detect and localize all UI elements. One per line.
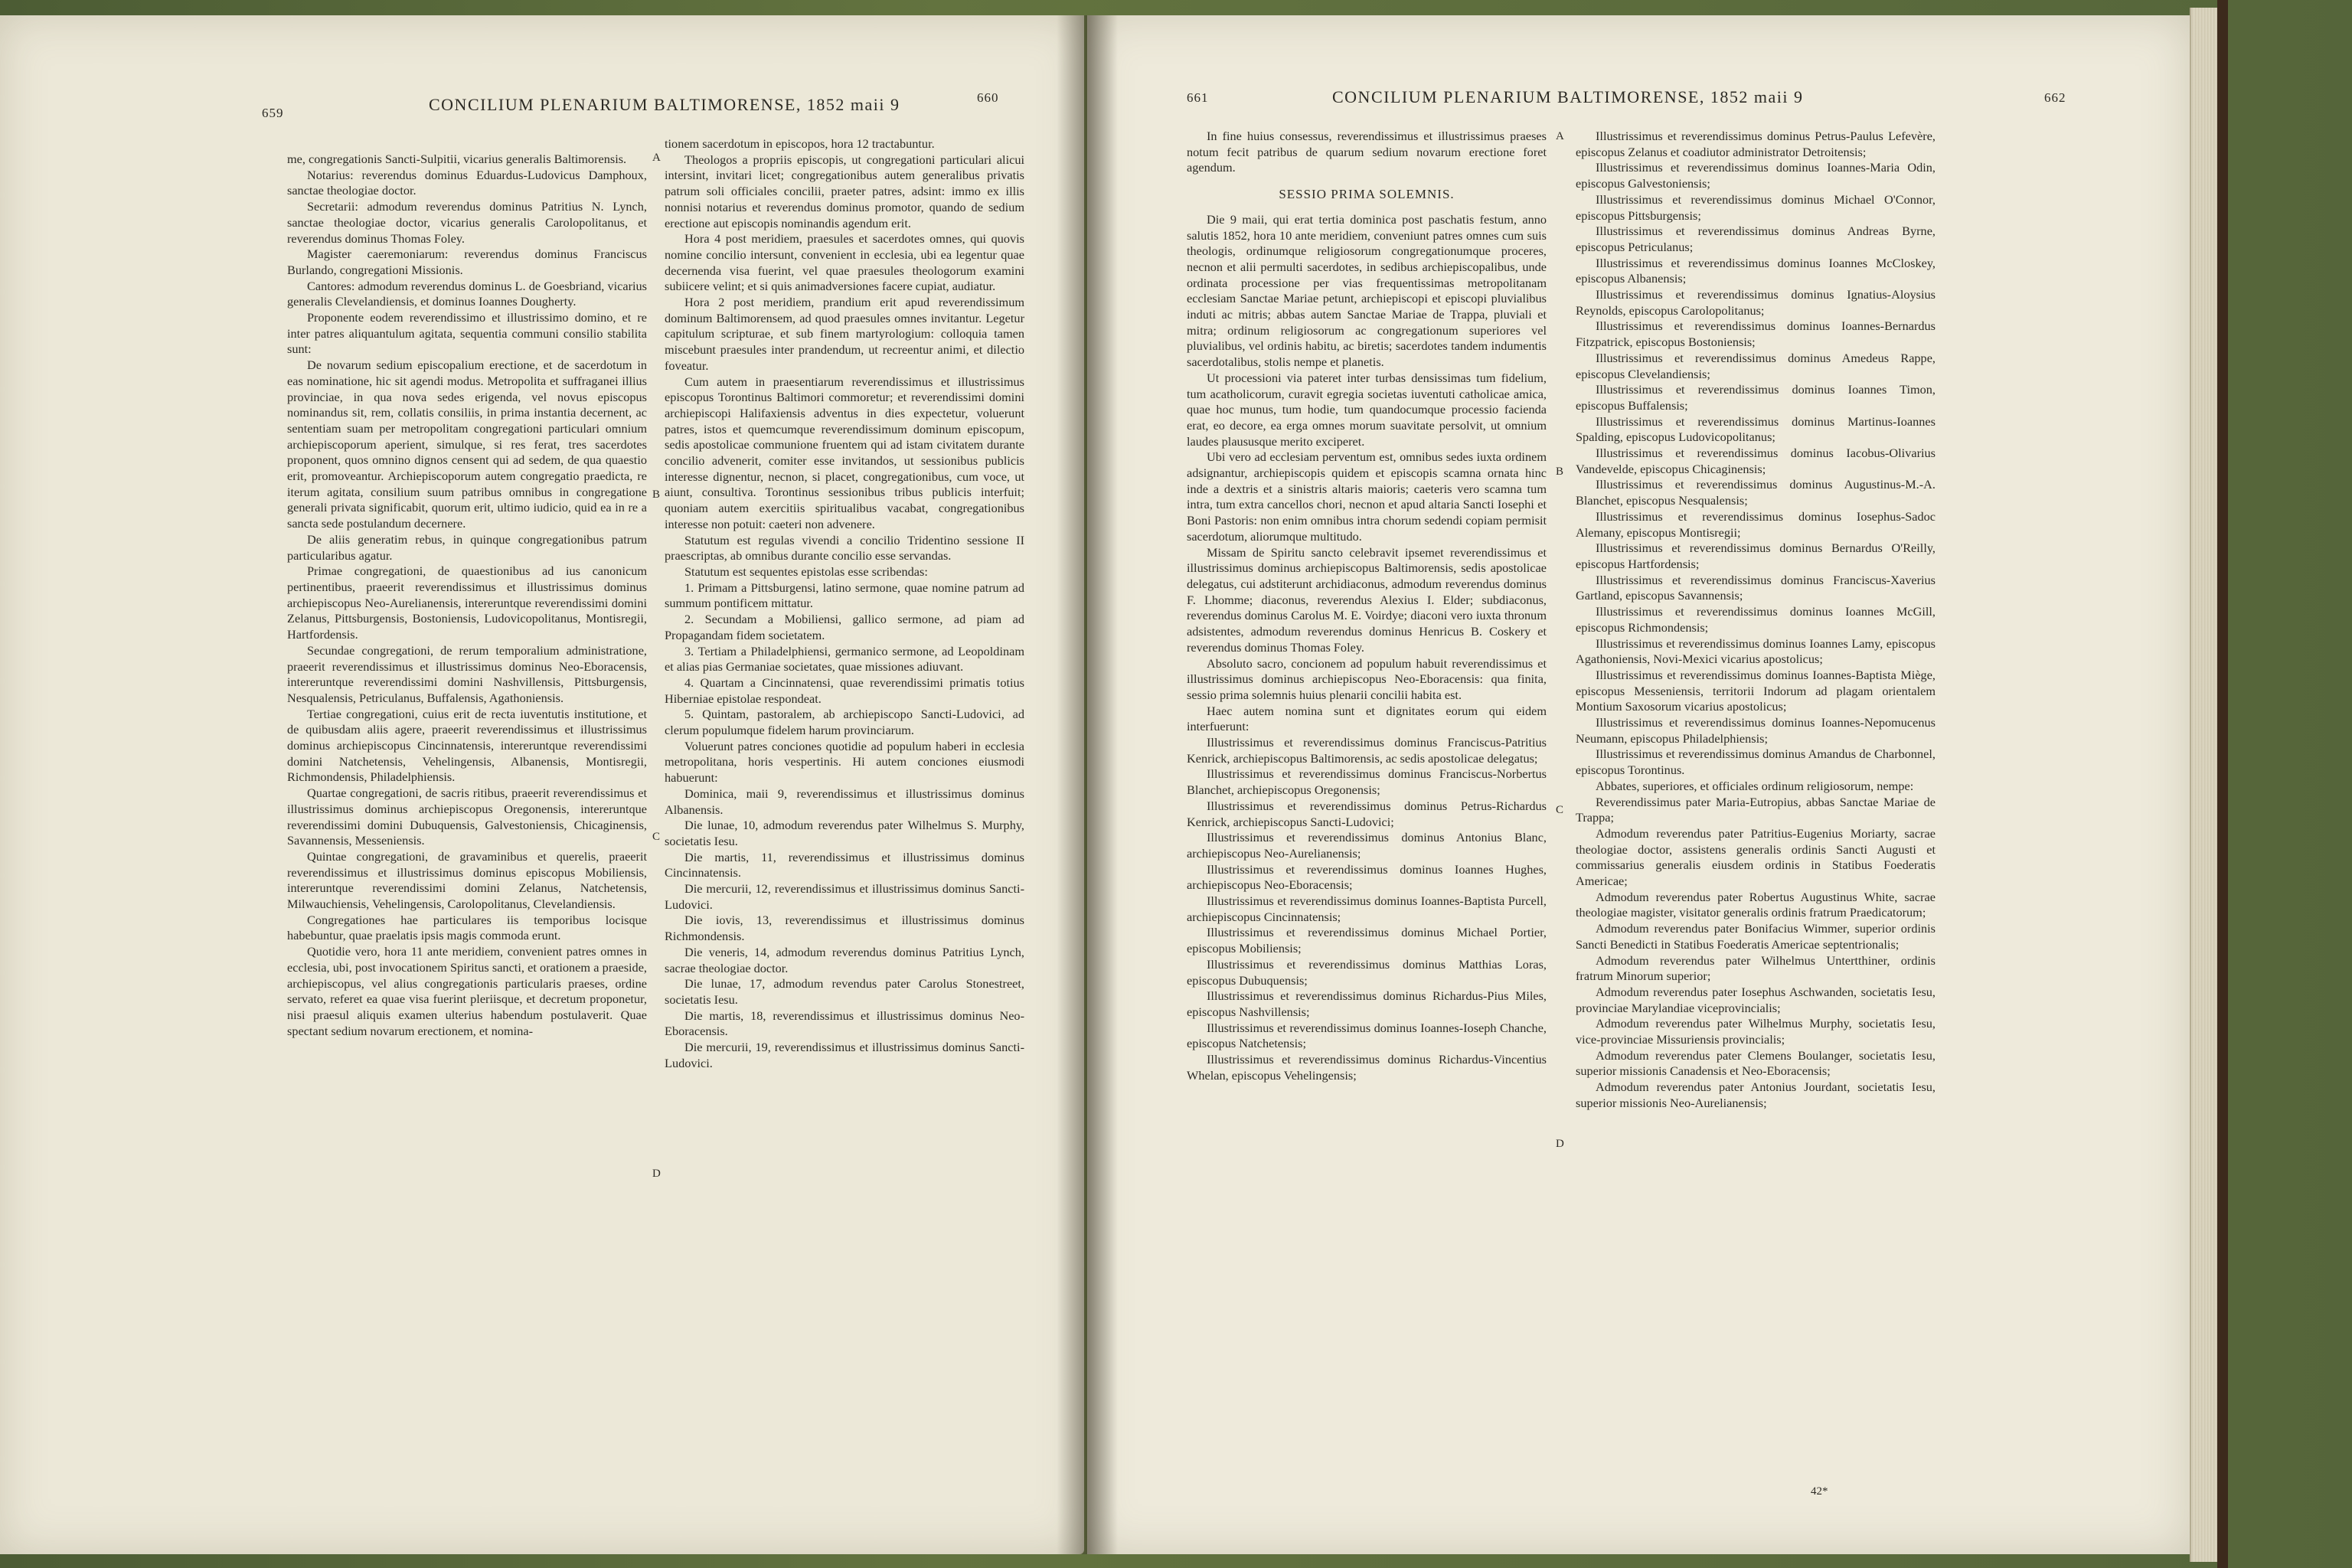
paragraph: Die iovis, 13, reverendissimus et illustrissimus dominus Richmondensis. bbox=[665, 913, 1024, 944]
paragraph: 4. Quartam a Cincinnatensi, quae reverendissimi primatis totius Hiberniae epistolae respondeat. bbox=[665, 675, 1024, 706]
paragraph: me, congregationis Sancti-Sulpitii, vicarius generalis Baltimorensis. bbox=[287, 152, 627, 166]
paragraph: Illustrissimus et reverendissimus dominus Matthias Loras, episcopus Dubuquensis; bbox=[1187, 956, 1547, 988]
paragraph: Die lunae, 17, admodum revendus pater Carolus Stonestreet, societatis Iesu. bbox=[665, 976, 1024, 1007]
paragraph: Die veneris, 14, admodum reverendus dominus Patritius Lynch, sacrae theologiae doctor. bbox=[665, 944, 1024, 975]
paragraph: Haec autem nomina sunt et dignitates eorum qui eidem interfuerunt: bbox=[1187, 703, 1547, 734]
paragraph: Quartae congregationi, de sacris ritibus, praeerit reverendissimus et illustrissimus dominus archiepiscopus Oregonensis, intereruntque reverendissimi domini Dubuquensis, Galvestoniensis, Chicaginensis, Savannensis, Messeniensis. bbox=[287, 786, 647, 848]
paragraph: Hora 2 post meridiem, prandium erit apud reverendissimum dominum Baltimorensem, ad quod praesules omnes invitantur. Legetur capitulum scripturae, et sub finem martyrologium: colloquia tamen miscebunt praesules inter prandendum, ut recreentur animi, et dilectio foveatur. bbox=[665, 295, 1024, 373]
paragraph: Notarius: reverendus dominus Eduardus-Ludovicus Damphoux, sanctae theologiae doctor. bbox=[287, 167, 647, 198]
paragraph: Die 9 maii, qui erat tertia dominica post paschatis festum, anno salutis 1852, hora 10 ante meridiem, conveniunt patres omnes cum suis theologis, ordinumque religiosorum congregationumque proceres, necnon et alii permulti sacerdotes, in sedibus archiepiscopalibus, unde ordinata processione per vias frequentissimas metropolitanam ecclesiam Sanctae Mariae petunt, archiepiscopi et episcopi pluvialibus induti ac mitris; abbas autem Sanctae Mariae de Trappa, pluviali et mitra; ordinum religiosorum ac congregationum superiores vel pluvialibus, vel ordinis habitu, ac biretis; sacerdotes tandem indumentis sacerdotalibus, stolis nempe et planetis. bbox=[1187, 211, 1547, 370]
right-column-a bbox=[1187, 129, 1547, 1522]
running-head-right: CONCILIUM PLENARIUM BALTIMORENSE, 1852 maii 9 bbox=[1332, 87, 1804, 106]
paragraph: Voluerunt patres conciones quotidie ad populum haberi in ecclesia metropolitana, horis vespertinis. Hi autem conciones eiusmodi habuerunt: bbox=[665, 738, 1024, 786]
paragraph: Primae congregationi, de quaestionibus ad ius canonicum pertinentibus, praeerit reverendissimus et illustrissimus dominus archiepiscopus Neo-Aurelianensis, intereruntque reverendissimi domini Zelanus, Pittsburgensis, Bostoniensis, Ludovicopolitanus, Montisregii, Hartfordensis. bbox=[287, 564, 647, 642]
paragraph: Admodum reverendus pater Clemens Boulanger, societatis Iesu, superior missionis Canadensis et Neo-Eboracensis; bbox=[1576, 1047, 1936, 1079]
paragraph: Theologos a propriis episcopis, ut congregationi particulari alicui intersint, invitari licet; congregationibus autem generalibus privatis patrum soli officiales concilii, praeter patres, adsint: immo ex illis nonnisi notarius et reverendus dominus promotor, quando de sedium erectione aut episcopis nominandis agendum erit. bbox=[665, 152, 1024, 230]
paragraph: Illustrissimus et reverendissimus dominus Ioannes Timon, episcopus Buffalensis; bbox=[1576, 382, 1936, 413]
paragraph: Illustrissimus et reverendissimus dominus Augustinus-M.-A. Blanchet, episcopus Nesqualensis; bbox=[1576, 477, 1936, 508]
marginal-letter-d-right: D bbox=[1556, 1138, 1564, 1150]
paragraph: Statutum est regulas vivendi a concilio Tridentino sessione II praescriptas, ab omnibus durante concilio esse servandas. bbox=[665, 532, 1024, 564]
page-number-662: 662 bbox=[2044, 90, 2066, 105]
paragraph: 5. Quintam, pastoralem, ab archiepiscopo Sancti-Ludovici, ad clerum populumque fidelem harum provinciarum. bbox=[665, 707, 1024, 738]
page-block-edge bbox=[2190, 8, 2219, 1562]
paragraph: Admodum reverendus pater Antonius Jourdant, societatis Iesu, superior missionis Neo-Aurelianensis; bbox=[1576, 1080, 1936, 1110]
paragraph: Ut processioni via pateret inter turbas densissimas tum fidelium, tum acatholicorum, curavit egregia societas iuventuti catholicae amica, quae hoc munus, tum hodie, tum quandocumque processio facienda erat, eo decore, ea erga omnes morum suavitate persolvit, ut omnium laudes plaususque merito exciperet. bbox=[1187, 370, 1547, 449]
paragraph: Die martis, 18, reverendissimus et illustrissimus dominus Neo-Eboracensis. bbox=[665, 1008, 1024, 1039]
marginal-letter-d: D bbox=[652, 1168, 661, 1180]
paragraph: De novarum sedium episcopalium erectione, et de sacerdotum in eas nominatione, hic sit agendi modus. Metropolita et suffraganei illius provinciae, in qua nova sedes erigenda, vel novus episcopus nominandus sit, rem, collatis consiliis, in prima instantia decernent, ac sententiam suam per metropolitam congregationi particulari omnium archiepiscoporum aperient, simulque, si res ferat, tres sacerdotes proponent, quos omnino dignos censent qui ad sedem, de qua quaestio erit, promoveantur. Archiepiscoporum autem congregatio praedicta, re iterum agitata, consilium suum patribus omnibus in congregatione generali privata significabit, quorum erit, ultimo iudicio, quid ea in re a sancta sede postulandum decernere. bbox=[287, 358, 647, 531]
left-page bbox=[0, 15, 1084, 1554]
paragraph: Tertiae congregationi, cuius erit de recta iuventutis institutione, et de quibusdam aliis agere, praeerit reverendissimus et illustrissimus dominus archiepiscopus Cincinnatensis, intereruntque reverendissimi domini Natchetensis, Vehelingensis, Albanensis, Montisregii, Richmondensis, Philadelphiensis. bbox=[287, 706, 647, 785]
paragraph: Illustrissimus et reverendissimus dominus Ioannes Lamy, episcopus Agathoniensis, Novi-Mexici vicarius apostolicus; bbox=[1576, 635, 1936, 667]
paragraph: Illustrissimus et reverendissimus dominus Franciscus-Xaverius Gartland, episcopus Savannensis; bbox=[1576, 572, 1936, 603]
paragraph: Reverendissimus pater Maria-Eutropius, abbas Sanctae Mariae de Trappa; bbox=[1576, 794, 1936, 825]
paragraph: Illustrissimus et reverendissimus dominus Ioannes McCloskey, episcopus Albanensis; bbox=[1576, 255, 1936, 286]
page-number-660: 660 bbox=[977, 90, 999, 105]
paragraph: Dominica, maii 9, reverendissimus et illustrissimus dominus Albanensis. bbox=[665, 786, 1024, 817]
marginal-letter-b-right: B bbox=[1556, 466, 1564, 478]
paragraph: Admodum reverendus pater Robertus Augustinus White, sacrae theologiae magister, visitator generalis ordinis fratrum Praedicatorum; bbox=[1576, 889, 1936, 920]
paragraph: Illustrissimus et reverendissimus dominus Andreas Byrne, episcopus Petriculanus; bbox=[1576, 224, 1936, 254]
paragraph: Illustrissimus et reverendissimus dominus Petrus-Richardus Kenrick, archiepiscopus Sancti-Ludovici; bbox=[1187, 798, 1547, 829]
page-number-661: 661 bbox=[1187, 90, 1209, 105]
paragraph: Illustrissimus et reverendissimus dominus Ioannes-Nepomucenus Neumann, episcopus Philadelphiensis; bbox=[1576, 715, 1936, 746]
paragraph: Illustrissimus et reverendissimus dominus Franciscus-Patritius Kenrick, archiepiscopus Baltimorensis, ac sedis apostolicae delegatus; bbox=[1187, 735, 1547, 766]
marginal-letter-c-right: C bbox=[1556, 804, 1564, 816]
paragraph: Cantores: admodum reverendus dominus L. de Goesbriand, vicarius generalis Clevelandiensis, et dominus Ioannes Dougherty. bbox=[287, 278, 647, 309]
paragraph: Congregationes hae particulares iis temporibus locisque habebuntur, quae praelatis ipsis magis commoda erunt. bbox=[287, 912, 647, 943]
paragraph: Illustrissimus et reverendissimus dominus Ioannes Hughes, archiepiscopus Neo-Eboracensis; bbox=[1187, 861, 1547, 893]
paragraph: Illustrissimus et reverendissimus dominus Ioannes-Baptista Purcell, archiepiscopus Cincinnatensis; bbox=[1187, 893, 1547, 924]
right-page bbox=[1087, 15, 2190, 1554]
book-cover-edge bbox=[2217, 0, 2228, 1568]
paragraph: Die mercurii, 19, reverendissimus et illustrissimus dominus Sancti-Ludovici. bbox=[665, 1040, 1024, 1070]
left-column-a bbox=[287, 152, 647, 1522]
paragraph: Illustrissimus et reverendissimus dominus Martinus-Ioannes Spalding, episcopus Ludovicopolitanus; bbox=[1576, 413, 1936, 445]
running-head-left: CONCILIUM PLENARIUM BALTIMORENSE, 1852 maii 9 bbox=[429, 95, 900, 114]
marginal-letter-b: B bbox=[652, 488, 661, 501]
paragraph: Admodum reverendus pater Bonifacius Wimmer, superior ordinis Sancti Benedicti in Statibus Foederatis Americae septentrionalis; bbox=[1576, 921, 1936, 952]
paragraph: In fine huius consessus, reverendissimus et illustrissimus praeses notum fecit patribus de quarum sedium novarum erectione foret agendum. bbox=[1187, 129, 1547, 175]
section-heading: SESSIO PRIMA SOLEMNIS. bbox=[1279, 187, 1455, 202]
paragraph: Die martis, 11, reverendissimus et illustrissimus dominus Cincinnatensis. bbox=[665, 849, 1024, 880]
paragraph: Illustrissimus et reverendissimus dominus Ioannes-Ioseph Chanche, episcopus Natchetensis; bbox=[1187, 1020, 1547, 1051]
paragraph: tionem sacerdotum in episcopos, hora 12 tractabuntur. bbox=[665, 136, 935, 151]
paragraph: Admodum reverendus pater Wilhelmus Untertthiner, ordinis fratrum Minorum superior; bbox=[1576, 952, 1936, 984]
paragraph: Proponente eodem reverendissimo et illustrissimo domino, et re inter patres aliquantulum agitata, sequentia communi consilio stabilita sunt: bbox=[287, 310, 647, 357]
paragraph: De aliis generatim rebus, in quinque congregationibus patrum particularibus agatur. bbox=[287, 531, 647, 563]
paragraph: Die mercurii, 12, reverendissimus et illustrissimus dominus Sancti-Ludovici. bbox=[665, 881, 1024, 912]
paragraph: Magister caeremoniarum: reverendus dominus Franciscus Burlando, congregationi Missionis. bbox=[287, 247, 647, 277]
left-column-b bbox=[665, 136, 1024, 1522]
paragraph: Illustrissimus et reverendissimus dominus Amandus de Charbonnel, episcopus Torontinus. bbox=[1576, 746, 1936, 778]
marginal-letter-a-right: A bbox=[1556, 130, 1564, 142]
paragraph: Secundae congregationi, de rerum temporalium administratione, praeerit reverendissimus et illustrissimus dominus Neo-Eboracensis, intereruntque reverendissimi domini Nashvillensis, Pittsburgensis, Nesqualensis, Petriculanus, Buffalensis, Agathoniensis. bbox=[287, 642, 647, 705]
paragraph: Abbates, superiores, et officiales ordinum religiosorum, nempe: bbox=[1596, 778, 1914, 793]
page-number-659: 659 bbox=[262, 106, 284, 120]
paragraph: Illustrissimus et reverendissimus dominus Richardus-Vincentius Whelan, episcopus Vehelingensis; bbox=[1187, 1052, 1547, 1083]
paragraph: Absoluto sacro, concionem ad populum habuit reverendissimus et illustrissimus dominus archiepiscopus Neo-Eboracensis: qua finita, sessio prima solemnis huius plenarii concilii habita est. bbox=[1187, 655, 1547, 702]
paragraph: Secretarii: admodum reverendus dominus Patritius N. Lynch, sanctae theologiae doctor, vicarius generalis Carolopolitanus, et reverendus dominus Thomas Foley. bbox=[287, 199, 647, 246]
paragraph: Quintae congregationi, de gravaminibus et querelis, praeerit reverendissimus et illustrissimus dominus episcopus Mobiliensis, intereruntque reverendissimi domini Zelanus, Natchetensis, Milwauchiensis, Vehelingensis, Carolopolitanus, Clevelandiensis. bbox=[287, 848, 647, 912]
paragraph: Admodum reverendus pater Wilhelmus Murphy, societatis Iesu, vice-provinciae Missuriensis provincialis; bbox=[1576, 1016, 1936, 1047]
marginal-letter-c: C bbox=[652, 831, 661, 843]
paragraph: Missam de Spiritu sancto celebravit ipsemet reverendissimus et illustrissimus dominus archiepiscopus Baltimorensis, sedis apostolicae delegatus, cui adstiterunt archidiaconus, admodum reverendus dominus F. Lhomme; diaconus, reverendus Alexius I. Elder; subdiaconus, reverendus dominus Carolus M. E. Voirdye; diaconi vero iuxta thronum adsistentes, admodum reverendus dominus Henricus B. Coskery et reverendus dominus Thomas Foley. bbox=[1187, 544, 1547, 655]
paragraph: Illustrissimus et reverendissimus dominus Petrus-Paulus Lefevère, episcopus Zelanus et coadiutor administrator Detroitensis; bbox=[1576, 129, 1936, 159]
paragraph: Statutum est sequentes epistolas esse scribendas: bbox=[684, 564, 928, 579]
paragraph: Illustrissimus et reverendissimus dominus Ioannes-Maria Odin, episcopus Galvestoniensis; bbox=[1576, 160, 1936, 191]
paragraph: Cum autem in praesentiarum reverendissimus et illustrissimus episcopus Torontinus Baltimori commoretur; et reverendissimi domini archiepiscopi Halifaxiensis adventus in dies expectetur, voluerunt patres, istos et quemcumque reverendissimum dominum episcopum, sedis apostolicae communione fruentem qui ad istam civitatem durante concilio advenerit, comiter esse invitandos, ut sessionibus publicis interesse dignentur, necnon, si placet, congregationibus, cum voce, ut aiunt, consultiva. Torontinus sessionibus tribus publicis interfuit; quoniam autem exercitiis spiritualibus vacabat, congregationibus interesse non potuit: caeteri non advenere. bbox=[665, 374, 1024, 531]
paragraph: 2. Secundam a Mobiliensi, gallico sermone, ad piam ad Propagandam fidem societatem. bbox=[665, 612, 1024, 642]
paragraph: Admodum reverendus pater Patritius-Eugenius Moriarty, sacrae theologiae doctor, assistens generalis ordinis Sancti Augusti et commissarius generalis eiusdem ordinis in Statibus Foederatis Americae; bbox=[1576, 825, 1936, 889]
paragraph: Illustrissimus et reverendissimus dominus Michael Portier, episcopus Mobiliensis; bbox=[1187, 925, 1547, 956]
right-column-b bbox=[1576, 129, 1936, 1491]
paragraph: Admodum reverendus pater Iosephus Aschwanden, societatis Iesu, provinciae Marylandiae viceprovincialis; bbox=[1576, 984, 1936, 1015]
paragraph: Illustrissimus et reverendissimus dominus Ignatius-Aloysius Reynolds, episcopus Carolopolitanus; bbox=[1576, 287, 1936, 318]
paragraph: Illustrissimus et reverendissimus dominus Franciscus-Norbertus Blanchet, archiepiscopus Oregonensis; bbox=[1187, 766, 1547, 798]
paragraph: Ubi vero ad ecclesiam perventum est, omnibus sedes iuxta ordinem adsignantur, archiepiscopis quidem et episcopis scamna ornata hinc inde a dextris et a sinistris altaris maioris; caeteris vero scamna tum intra, tum extra cancellos chori, necnon et apud altaria Sancti Iosephi et Boni Pastoris: non enim omnibus intra chorum sedendi copiam permisit sacerdotum, aliorumque multitudo. bbox=[1187, 449, 1547, 544]
paragraph: Illustrissimus et reverendissimus dominus Richardus-Pius Miles, episcopus Nashvillensis; bbox=[1187, 988, 1547, 1019]
paragraph: Hora 4 post meridiem, praesules et sacerdotes omnes, qui quovis nomine concilio intersunt, convenient in ecclesia, ubi ea legentur quae decernenda visa fuerint, vel quae praesules theologorum examini subiicere velint; et si quis animadversiones facere cupiat, audiatur. bbox=[665, 231, 1024, 294]
paragraph: Illustrissimus et reverendissimus dominus Amedeus Rappe, episcopus Clevelandiensis; bbox=[1576, 350, 1936, 381]
marginal-letter-a: A bbox=[652, 152, 661, 164]
paragraph: Illustrissimus et reverendissimus dominus Ioannes-Baptista Miège, episcopus Messeniensis, territorii Indorum ad plagam orientalem Montium Saxosorum vicarius apostolicus; bbox=[1576, 667, 1936, 714]
paragraph: Illustrissimus et reverendissimus dominus Ioannes-Bernardus Fitzpatrick, episcopus Bostoniensis; bbox=[1576, 318, 1936, 350]
paragraph: Die lunae, 10, admodum reverendus pater Wilhelmus S. Murphy, societatis Iesu. bbox=[665, 818, 1024, 848]
signature-mark: 42* bbox=[1811, 1485, 1828, 1498]
paragraph: 1. Primam a Pittsburgensi, latino sermone, quae nomine patrum ad summum pontificem mittatur. bbox=[665, 580, 1024, 611]
paragraph: Illustrissimus et reverendissimus dominus Antonius Blanc, archiepiscopus Neo-Aurelianensis; bbox=[1187, 830, 1547, 861]
paragraph: 3. Tertiam a Philadelphiensi, germanico sermone, ad Leopoldinam et alias pias Germaniae societates, quae missiones adiuvant. bbox=[665, 643, 1024, 675]
paragraph: Illustrissimus et reverendissimus dominus Ioannes McGill, episcopus Richmondensis; bbox=[1576, 604, 1936, 635]
paragraph: Illustrissimus et reverendissimus dominus Iacobus-Olivarius Vandevelde, episcopus Chicaginensis; bbox=[1576, 446, 1936, 476]
paragraph: Illustrissimus et reverendissimus dominus Iosephus-Sadoc Alemany, episcopus Montisregii; bbox=[1576, 508, 1936, 540]
paragraph: Illustrissimus et reverendissimus dominus Michael O'Connor, episcopus Pittsburgensis; bbox=[1576, 191, 1936, 223]
paragraph: Quotidie vero, hora 11 ante meridiem, convenient patres omnes in ecclesia, ubi, post invocationem Spiritus sancti, et orationem a praeside, archiepiscopus, vel alius congregationis particularis praeses, ordine servato, referet ea quae visa fuerint pleriisque, et decretum proponetur, nisi praesul aliquis examen ulterius habendum postulaverit. Quae spectant sedium novarum erectionem, et nomina- bbox=[287, 944, 647, 1038]
paragraph: Illustrissimus et reverendissimus dominus Bernardus O'Reilly, episcopus Hartfordensis; bbox=[1576, 541, 1936, 571]
